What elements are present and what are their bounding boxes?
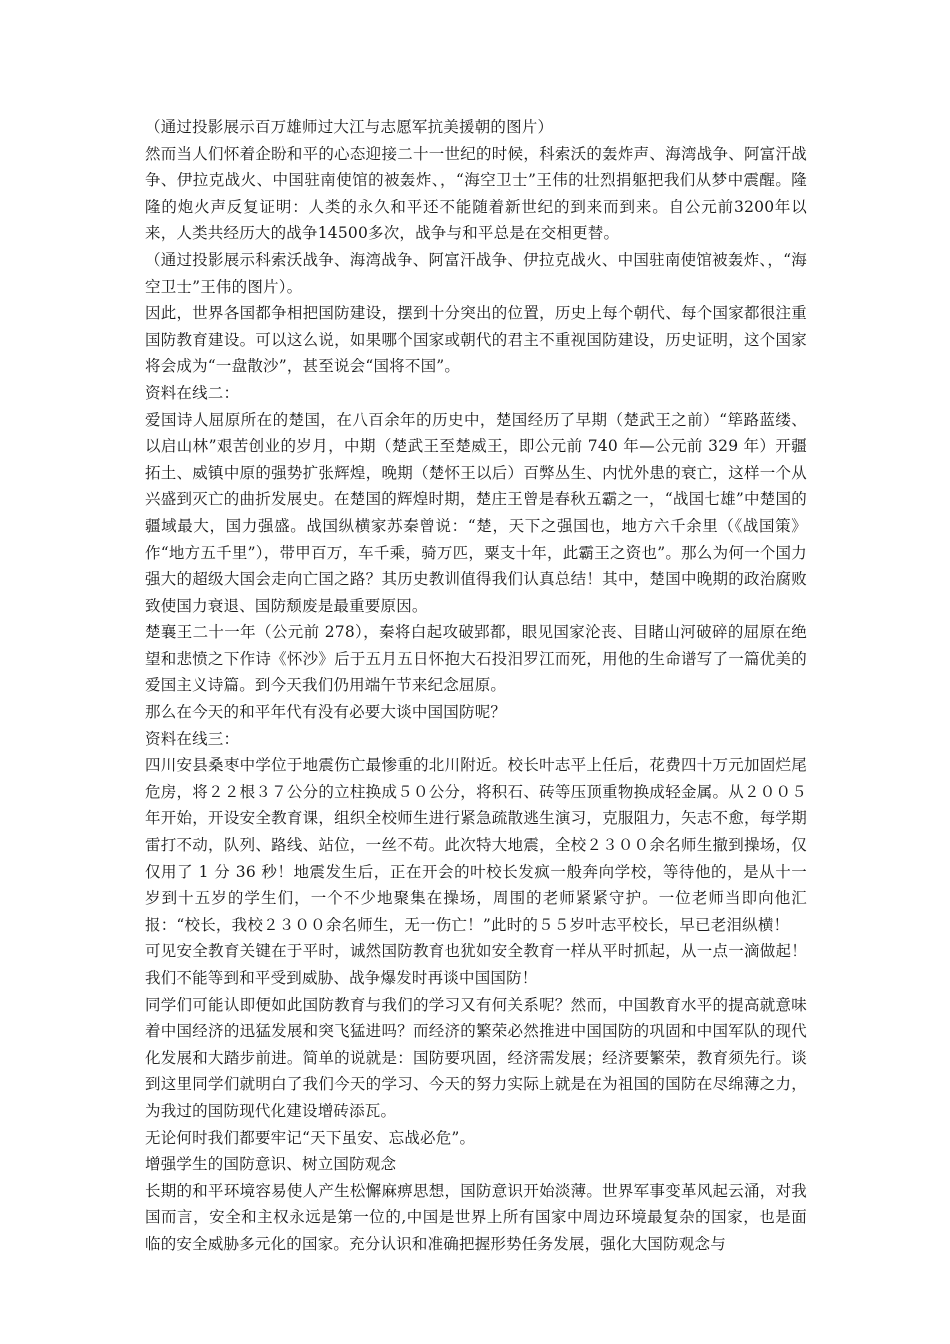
caption-paragraph-2: （通过投影展示科索沃战争、海湾战争、阿富汗战争、伊拉克战火、中国驻南使馆被轰炸、，“海空卫士”王伟的图片）。 <box>145 250 807 296</box>
body-paragraph-national-defense: 因此，世界各国都争相把国防建设，摆到十分突出的位置，历史上每个朝代、每个国家都很注重国防教育建设。可以这么说，如果哪个国家或朝代的君主不重视国防建设，历史证明，这个国家将会成为“一盘散沙”，甚至说会“国将不国”。 <box>145 304 807 376</box>
body-paragraph-question: 那么在今天的和平年代有没有必要大谈中国国防呢？ <box>145 703 507 722</box>
body-paragraph-chu-state: 爱国诗人屈原所在的楚国，在八百余年的历史中，楚国经历了早期（楚武王之前）“筚路蓝缕、以启山林”艰苦创业的岁月，中期（楚武王至楚威王，即公元前 740 年—公元前 329 年）开疆拓土、威镇中原的强势扩张辉煌，晚期（楚怀王以后）百弊丛生、内忧外患的衰亡，这样一个从兴盛到灭亡的曲折发展史。在楚国的辉煌时期，楚庄王曾是春秋五霸之一，“战国七雄”中楚国的疆域最大，国力强盛。战国纵横家苏秦曾说：“楚，天下之强国也，地方六千余里（《战国策》作“地方五千里”），带甲百万，车千乘，骑万匹，粟支十年，此霸王之资也”。那么为何一个国力强大的超级大国会走向亡国之路？其历史教训值得我们认真总结！其中，楚国中晚期的政治腐败致使国力衰退、国防颓废是最重要原因。 <box>145 410 807 615</box>
section-heading-awareness: 增强学生的国防意识、树立国防观念 <box>145 1155 397 1174</box>
body-paragraph-education-economy: 同学们可能认即便如此国防教育与我们的学习又有何关系呢？然而，中国教育水平的提高就意味着中国经济的迅猛发展和突飞猛进吗？而经济的繁荣必然推进中国国防的巩固和中国军队的现代化发展和大踏步前进。简单的说就是：国防要巩固，经济需发展；经济要繁荣，教育须先行。谈到这里同学们就明白了我们今天的学习、今天的努力实际上就是在为祖国的国防在尽绵薄之力，为我过的国防现代化建设增砖添瓦。 <box>145 995 807 1120</box>
document-body <box>145 114 807 1258</box>
body-paragraph-war-history: 然而当人们怀着企盼和平的心态迎接二十一世纪的时候，科索沃的轰炸声、海湾战争、阿富汗战争、伊拉克战火、中国驻南使馆的被轰炸、，“海空卫士”王伟的壮烈捐躯把我们从梦中震醒。隆隆的炮火声反复证明：人类的永久和平还不能随着新世纪的到来而到来。自公元前3200年以来，人类共经历大的战争14500多次，战争与和平总是在交相更替。 <box>145 144 807 243</box>
body-paragraph-peace-environment: 长期的和平环境容易使人产生松懈麻痹思想，国防意识开始淡薄。世界军事变革风起云涌，对我国而言，安全和主权永远是第一位的,中国是世界上所有国家中周边环境最复杂的国家，也是面临的安全威胁多元化的国家。充分认识和准确把握形势任务发展，强化大国防观念与 <box>145 1181 807 1253</box>
body-paragraph-safety-education: 可见安全教育关键在于平时，诚然国防教育也犹如安全教育一样从平时抓起，从一点一滴做起！我们不能等到和平受到威胁、战争爆发时再谈中国国防！ <box>145 942 807 987</box>
body-paragraph-motto: 无论何时我们都要牢记“天下虽安、忘战必危”。 <box>145 1128 476 1147</box>
section-heading-material-3: 资料在线三： <box>145 729 240 748</box>
caption-paragraph-1: （通过投影展示百万雄师过大江与志愿军抗美援朝的图片） <box>145 118 554 136</box>
body-paragraph-qu-yuan: 楚襄王二十一年（公元前 278），秦将白起攻破郢都，眼见国家沦丧、目睹山河破碎的屈原在绝望和悲愤之下作诗《怀沙》后于五月五日怀抱大石投汨罗江而死，用他的生命谱写了一篇优美的爱国主义诗篇。到今天我们仍用端午节来纪念屈原。 <box>145 623 807 695</box>
section-heading-material-2: 资料在线二： <box>145 383 240 402</box>
body-paragraph-sangzao-school: 四川安县桑枣中学位于地震伤亡最惨重的北川附近。校长叶志平上任后，花费四十万元加固烂尾危房，将２２根３７公分的立柱换成５０公分，将积石、砖等压顶重物换成轻金属。从２００５年开始，开设安全教育课，组织全校师生进行紧急疏散逃生演习，克服阻力，矢志不愈，每学期雷打不动，队列、路线、站位，一丝不苟。此次特大地震，全校２３００余名师生撤到操场，仅仅用了 1 分 36 秒！地震发生后，正在开会的叶校长发疯一般奔向学校，等待他的，是从十一岁到十五岁的学生们，一个不少地聚集在操场，周围的老师紧紧守护。一位老师当即向他汇报：“校长，我校２３００余名师生，无一伤亡！”此时的５５岁叶志平校长，早已老泪纵横！ <box>145 756 807 934</box>
